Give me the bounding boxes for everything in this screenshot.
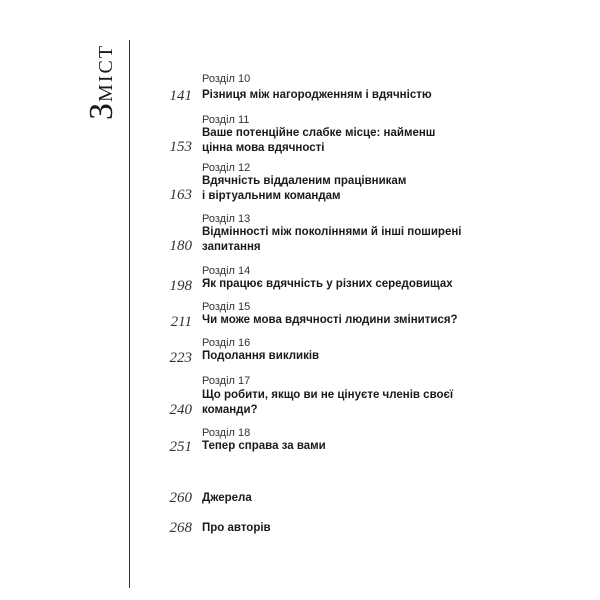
- page-number: 268: [169, 520, 192, 536]
- chapter-label: Розділ 18: [202, 427, 251, 439]
- chapter-label: Розділ 17: [202, 375, 251, 387]
- chapter-label: Розділ 14: [202, 265, 251, 277]
- entry-title-line: Ваше потенційне слабке місце: найменш: [202, 127, 436, 139]
- toc-entry[interactable]: [140, 300, 580, 332]
- page-number: 141: [169, 88, 192, 104]
- chapter-label: Розділ 15: [202, 301, 251, 313]
- entry-title: [202, 174, 502, 204]
- toc-entry[interactable]: [140, 490, 580, 510]
- entry-title-line: Відмінності між поколіннями й інші поширені: [202, 226, 462, 238]
- entry-title-line: Подолання викликів: [202, 350, 320, 362]
- chapter-label: Розділ 12: [202, 162, 251, 174]
- entry-title-line: цінна мова вдячності: [202, 142, 325, 154]
- entry-title-line: і віртуальним командам: [202, 190, 341, 202]
- chapter-label: Розділ 13: [202, 213, 251, 225]
- page-number: 180: [169, 238, 192, 254]
- page-number: 211: [170, 314, 192, 330]
- toc-entry[interactable]: [140, 212, 580, 256]
- table-of-contents: [140, 0, 580, 600]
- page-number: 260: [169, 490, 192, 506]
- page-title-rest: МІСТ: [95, 43, 117, 102]
- toc-entry[interactable]: [140, 264, 580, 296]
- entry-title-line: Про авторів: [202, 522, 271, 534]
- vertical-divider: [129, 40, 130, 588]
- chapter-label: Розділ 16: [202, 337, 251, 349]
- page-number: 240: [169, 402, 192, 418]
- chapter-label: Розділ 10: [202, 73, 251, 85]
- entry-title: [202, 88, 502, 103]
- page-number: 163: [169, 187, 192, 203]
- toc-entry[interactable]: [140, 72, 580, 108]
- toc-entry[interactable]: [140, 374, 580, 420]
- entry-title: [202, 491, 502, 506]
- entry-title-line: Що робити, якщо ви не цінуєте членів своєї: [202, 389, 454, 401]
- entry-title-line: Тепер справа за вами: [202, 440, 326, 452]
- page-number: 198: [169, 278, 192, 294]
- entry-title-line: запитання: [202, 241, 261, 253]
- toc-entry[interactable]: [140, 161, 580, 205]
- page-title-initial: З: [83, 101, 120, 120]
- chapter-label: Розділ 11: [202, 114, 250, 126]
- entry-title-line: Чи може мова вдячності людини змінитися?: [202, 314, 458, 326]
- page-number: 223: [169, 350, 192, 366]
- entry-title: [202, 388, 502, 418]
- toc-entry[interactable]: [140, 336, 580, 368]
- entry-title-line: Вдячність віддаленим працівникам: [202, 175, 407, 187]
- entry-title: [202, 521, 502, 536]
- entry-title: [202, 126, 502, 156]
- toc-entry[interactable]: [140, 520, 580, 540]
- entry-title-line: Різниця між нагородженням і вдячністю: [202, 89, 432, 101]
- entry-title: [202, 439, 502, 454]
- entry-title-line: Джерела: [202, 492, 252, 504]
- page-number: 153: [169, 139, 192, 155]
- entry-title-line: команди?: [202, 404, 258, 416]
- page-number: 251: [169, 439, 192, 455]
- entry-title: [202, 313, 502, 328]
- entry-title: [202, 277, 502, 292]
- entry-title: [202, 225, 502, 255]
- toc-entry[interactable]: [140, 426, 580, 458]
- entry-title-line: Як працює вдячність у різних середовищах: [202, 278, 453, 290]
- toc-entry[interactable]: [140, 113, 580, 157]
- entry-title: [202, 349, 502, 364]
